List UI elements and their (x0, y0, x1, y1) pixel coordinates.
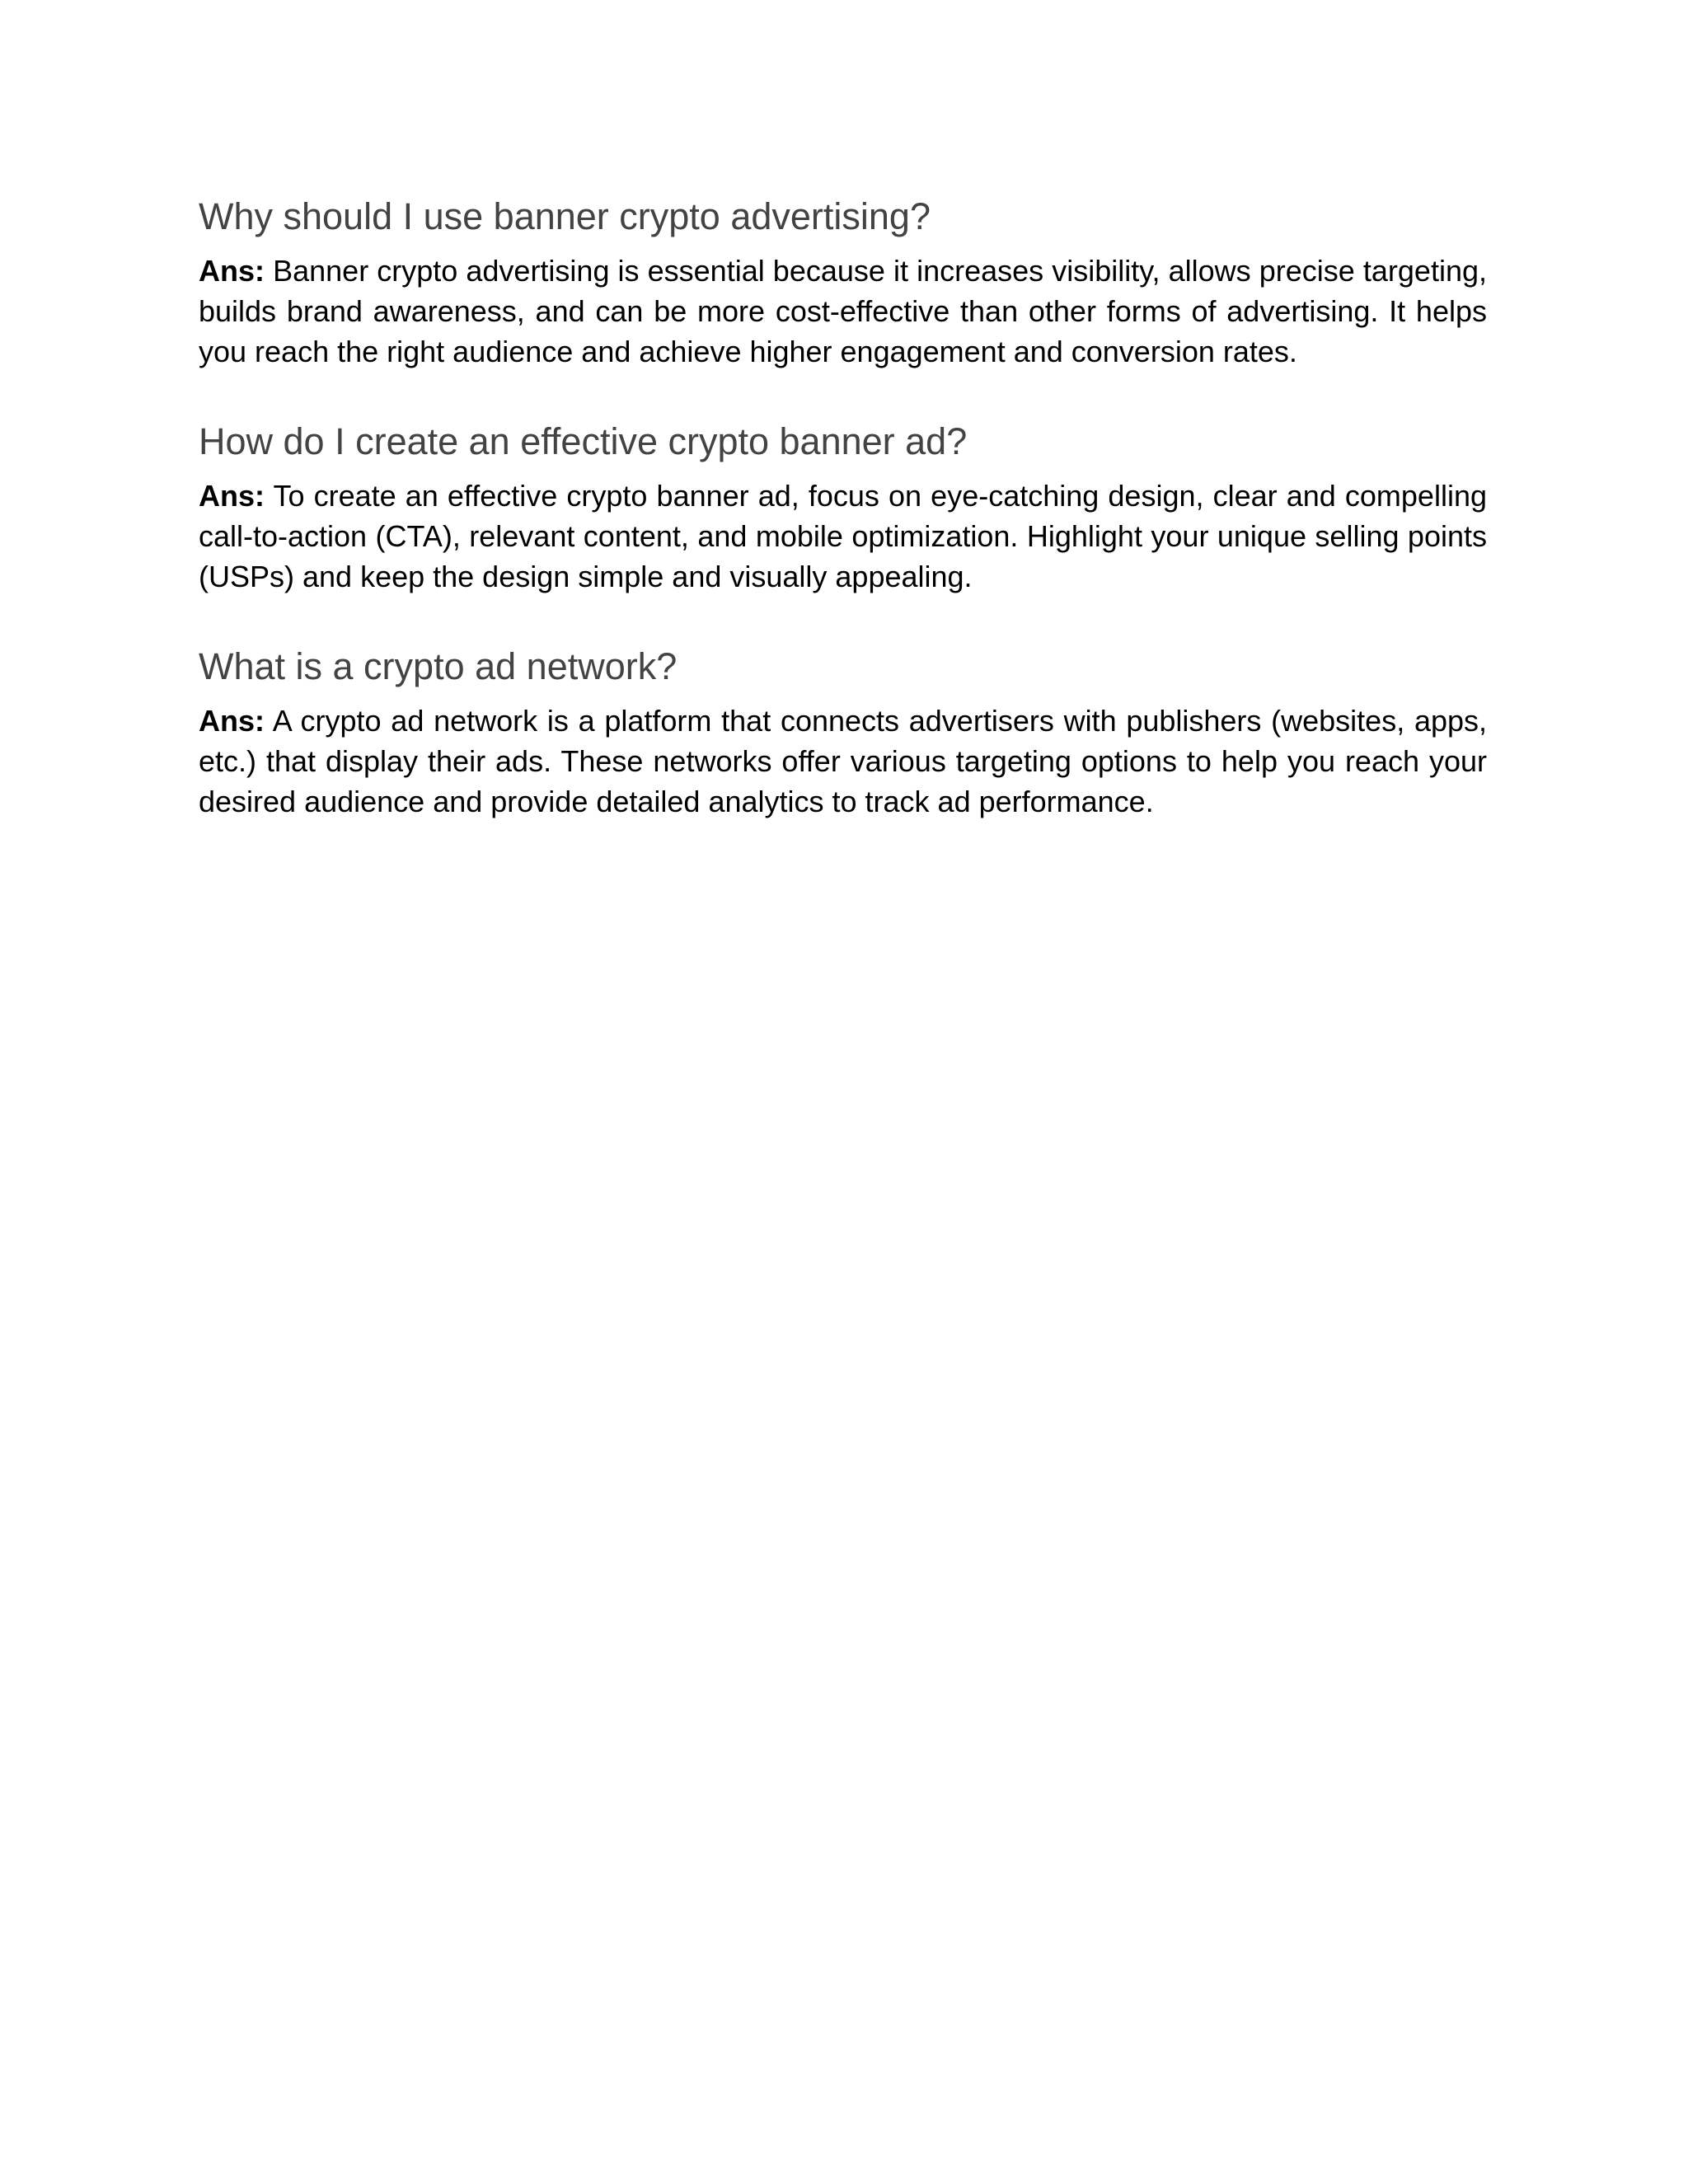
faq-answer (199, 701, 1487, 822)
faq-item (199, 419, 1487, 597)
answer-text: Banner crypto advertising is essential because it increases visibility, allows precise targeting, builds brand awareness, and can be more cost-effective than other forms of advertising. It helps you reach the right audience and achieve higher engagement and conversion rates. (199, 254, 1487, 368)
faq-question: What is a crypto ad network? (199, 645, 678, 687)
answer-label: Ans: (199, 479, 265, 513)
faq-item (199, 644, 1487, 822)
answer-text: A crypto ad network is a platform that connects advertisers with publishers (websites, apps, etc.) that display their ads. These networks offer various targeting options to help you reach your desired audience and provide detailed analytics to track ad performance. (199, 704, 1488, 818)
answer-label: Ans: (199, 704, 265, 738)
answer-label: Ans: (199, 254, 265, 288)
faq-answer (199, 476, 1487, 597)
faq-answer (199, 251, 1487, 372)
faq-section (199, 194, 1487, 869)
faq-question: How do I create an effective crypto banner ad? (199, 420, 968, 462)
answer-text: To create an effective crypto banner ad, focus on eye-catching design, clear and compelling call-to-action (CTA), relevant content, and mobile optimization. Highlight your unique selling points (USPs) and keep the design simple and visually appealing. (199, 479, 1487, 593)
faq-item (199, 194, 1487, 372)
faq-question: Why should I use banner crypto advertising? (199, 195, 931, 237)
